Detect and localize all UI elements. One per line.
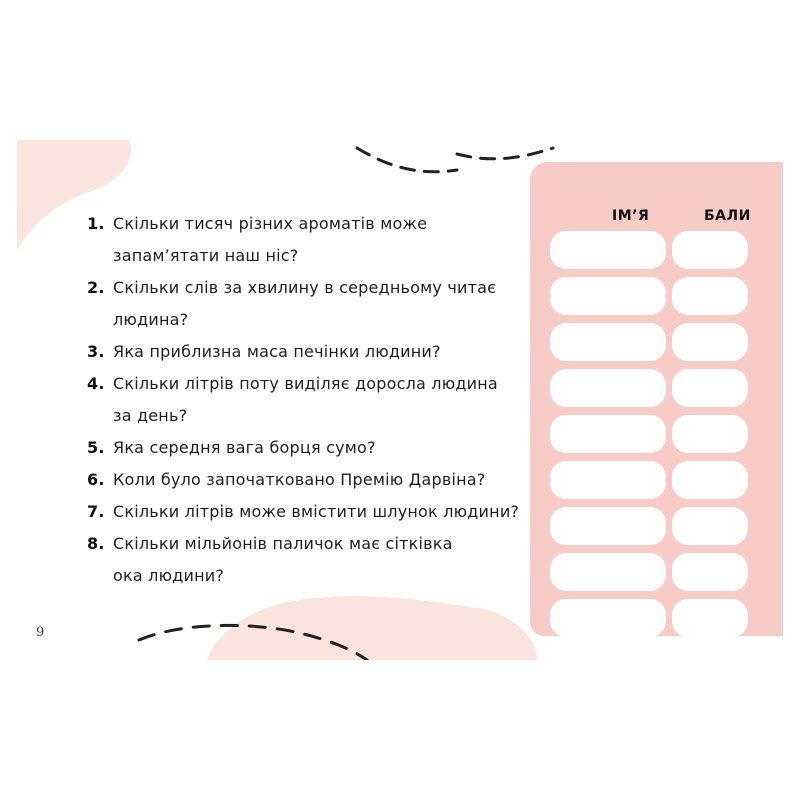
score-entry-field[interactable] [672,323,748,361]
score-entry-field[interactable] [672,277,748,315]
question-item [87,496,527,528]
worksheet-page [17,140,783,660]
pink-blob-bottom [207,596,537,660]
score-entry-field[interactable] [672,507,748,545]
question-list [87,208,527,592]
question-text: Скільки літрів може вмістити шлунок людини? [113,502,520,521]
name-entry-field[interactable] [550,277,666,315]
question-number: 4. [87,374,105,393]
question-item [87,272,527,336]
question-number: 2. [87,278,105,297]
name-entry-field[interactable] [550,461,666,499]
dashed-arc-top-right [457,148,553,159]
question-item [87,432,527,464]
score-column-header: БАЛИ [704,208,751,224]
question-item [87,336,527,368]
question-text: Яка середня вага борця сумо? [113,438,376,457]
question-text: Коли було започатковано Премію Дарвіна? [113,470,486,489]
question-number: 3. [87,342,105,361]
question-text: Яка приблизна маса печінки людини? [113,342,441,361]
scoreboard-panel [530,162,783,636]
dashed-arc-top [357,148,457,172]
question-number: 1. [87,214,105,233]
score-entry-field[interactable] [672,415,748,453]
name-column-header: ІМ’Я [612,208,650,224]
name-entry-field[interactable] [550,323,666,361]
question-item [87,464,527,496]
score-entry-field[interactable] [672,231,748,269]
name-entry-field[interactable] [550,231,666,269]
question-number: 6. [87,470,105,489]
name-entry-field[interactable] [550,553,666,591]
question-text: Скільки тисяч різних ароматів може запам’ятати наш ніс? [113,214,428,265]
question-text: Скільки слів за хвилину в середньому читає людина? [113,278,497,329]
name-entry-field[interactable] [550,369,666,407]
question-text: Скільки літрів поту виділяє доросла людина за день? [113,374,498,425]
question-item [87,368,527,432]
question-number: 8. [87,534,105,553]
question-text: Скільки мільйонів паличок має сітківка ока людини? [113,534,453,585]
name-entry-field[interactable] [550,415,666,453]
question-number: 5. [87,438,105,457]
score-entry-field[interactable] [672,461,748,499]
page-number: 9 [36,625,45,640]
question-number: 7. [87,502,105,521]
question-item [87,528,527,592]
score-entry-field[interactable] [672,369,748,407]
name-entry-field[interactable] [550,599,666,637]
question-item [87,208,527,272]
name-entry-field[interactable] [550,507,666,545]
score-entry-field[interactable] [672,599,748,637]
score-entry-field[interactable] [672,553,748,591]
